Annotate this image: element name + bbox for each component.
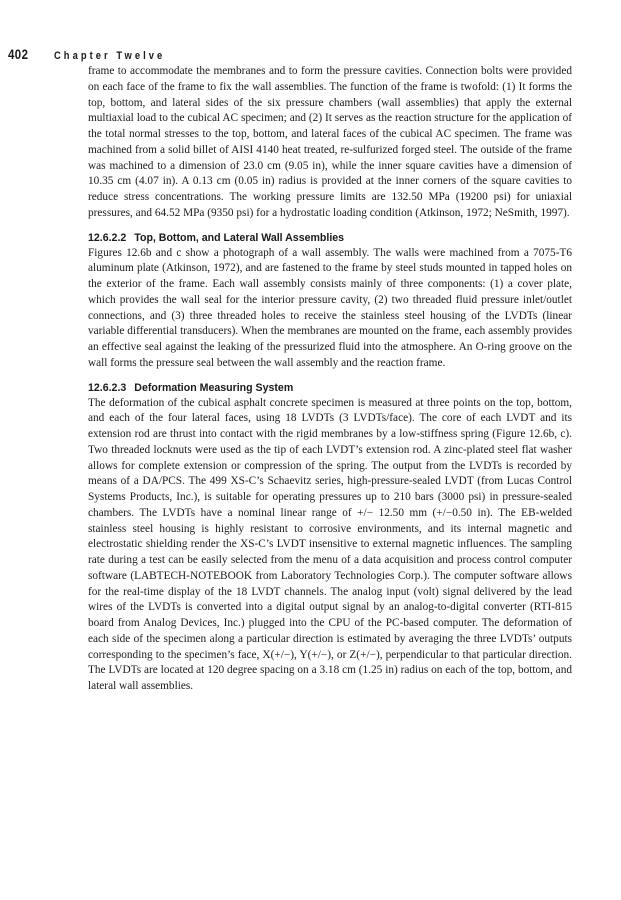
section-number: 12.6.2.3 — [88, 381, 127, 394]
running-header — [8, 46, 185, 62]
section-number: 12.6.2.2 — [88, 231, 127, 244]
page-number: 402 — [8, 46, 29, 62]
paragraph: Figures 12.6b and c show a photograph of a wall assembly. The walls were machined from a 7075-T6 aluminum plate (Atkinson, 1972), and are fastened to the frame by steel studs mounted in tapped holes on the exterior of the frame. Each wall assembly consists mainly of three components: (1) a cover plate, which provides the wall seal for the interior pressure cavity, (2) two threaded fluid pressure inlet/outlet connections, and (3) three threaded holes to receive the stainless steel housing of the LVDTs (linear variable differential transducers). When the membranes are mounted on the frame, each assembly provides an effective seal against the leaking of the pressurized fluid into the atmosphere. An O-ring groove on the wall forms the pressure seal between the wall assembly and the reaction frame. — [88, 246, 572, 369]
paragraph: frame to accommodate the membranes and to form the pressure cavities. Connection bolts were provided on each face of the frame to fix the wall assemblies. The function of the frame is twofold: (1) It forms the top, bottom, and lateral sides of the six pressure chambers (wall assemblies) that apply the external multiaxial load to the cubical AC specimen; and (2) It serves as the reaction structure for the application of the total normal stresses to the top, bottom, and lateral faces of the cubical AC specimen. The frame was machined from a solid billet of AISI 4140 heat treated, re-sulfurized forged steel. The outside of the frame was machined to a dimension of 23.0 cm (9.05 in), while the inner square cavities have a dimension of 10.35 cm (4.07 in). A 0.13 cm (0.05 in) radius is provided at the inner corners of the square cavities to reduce stress concentrations. The working pressure limits are 132.50 MPa (19200 psi) for uniaxial pressures, and 64.52 MPa (9350 psi) for a hydrostatic loading condition (Atkinson, 1972; NeSmith, 1997). — [88, 65, 572, 219]
page-body — [88, 64, 572, 695]
section-title: Deformation Measuring System — [134, 381, 294, 394]
section-title: Top, Bottom, and Lateral Wall Assemblies — [134, 231, 345, 244]
section-heading-deformation-measuring — [88, 381, 572, 396]
chapter-title: Chapter Twelve — [54, 50, 166, 62]
section-heading-wall-assemblies — [88, 231, 572, 246]
paragraph: The deformation of the cubical asphalt concrete specimen is measured at three points on the top, bottom, and each of the four lateral faces, using 18 LVDTs (3 LVDTs/face). The core of each LVDT and its extension rod are thrust into contact with the rigid membranes by a low-stiffness spring (Figure 12.6b, c). Two threaded locknuts were used as the tip of each LVDT’s extension rod. A zinc-plated steel flat washer allows for complete extension or compression of the spring. The output from the LVDTs is recorded by means of a DA/PCS. The 499 XS-C’s Schaevitz series, high-pressure-sealed LVDT (from Lucas Control Systems Products, Inc.), is suitable for operating pressures up to 210 bars (3000 psi) in pressure-sealed chambers. The LVDTs have a nominal linear range of +/− 12.50 mm (+/−0.50 in). The EB-welded stainless steel housing is highly resistant to corrosive environments, and its internal magnetic and electrostatic shielding render the XS-C’s LVDT insensitive to external magnetic influences. The sampling rate during a test can be easily selected from the menu of a data acquisition and process control computer software (LABTECH-NOTEBOOK from Laboratory Technologies Corp.). The computer software allows for the real-time display of the 18 LVDT channels. The analog input (volt) signal delivered by the lead wires of the LVDTs is converted into a digital output signal by an analog-to-digital converter (RTI-815 board from Analog Devices, Inc.) plugged into the CPU of the PC-based computer. The deformation of each side of the specimen along a particular direction is estimated by averaging the three LVDTs’ outputs corresponding to the specimen’s face, X(+/−), Y(+/−), or Z(+/−), perpendicular to that particular direction. The LVDTs are located at 120 degree spacing on a 3.18 cm (1.25 in) radius on each of the top, bottom, and lateral wall assemblies. — [88, 396, 572, 692]
